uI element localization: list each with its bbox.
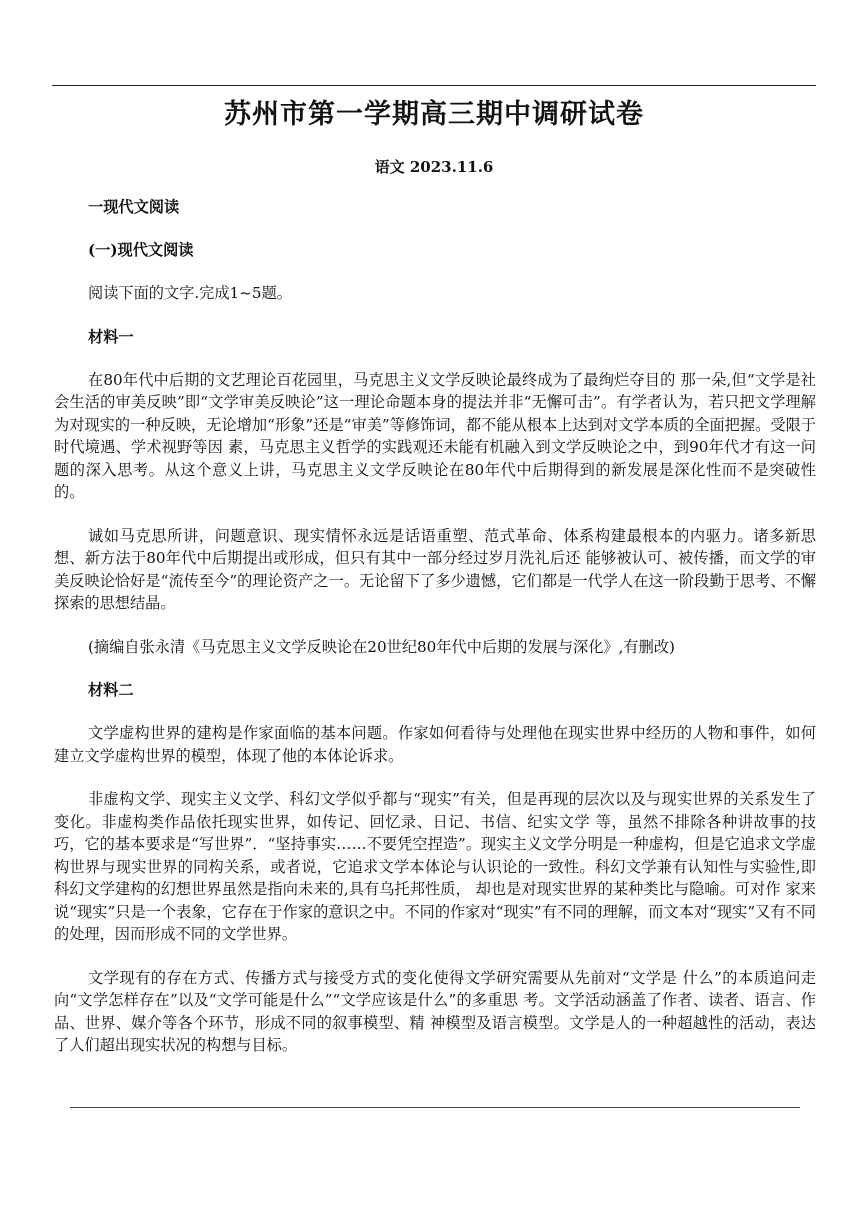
material1-paragraph-2: 诚如马克思所讲，问题意识、现实情怀永远是话语重塑、范式革命、体系构建最根本的内驱力。诸多新思想、新方法于80年代中后期提出或形成，但只有其中一部分经过岁月洗礼后还 能够被认可、被传播，而文学的审美反映论恰好是“流传至今”的理论资产之一。无论留下了多少遗憾，它们都是一代学人在这一阶段勤于思考、不懈探索的思想结晶。 (54, 526, 816, 612)
top-rule (52, 85, 816, 86)
subsection-heading: (一)现代文阅读 (88, 241, 194, 259)
material2-label: 材料二 (88, 681, 134, 699)
document-body (54, 196, 816, 1078)
instruction-text: 阅读下面的文字.完成1~5题。 (88, 284, 292, 302)
material1-paragraph-1: 在80年代中后期的文艺理论百花园里，马克思主义文学反映论最终成为了最绚烂夺目的 那一朵,但“文学是社会生活的审美反映”即“文学审美反映论”这一理论命题本身的提法并非“无懈可击”。有学者认为，若只把文学理解为对现实的一种反映，无论增加“形象”还是“审美”等修饰词，都不能从根本上达到对文学本质的全面把握。受限于时代境遇、学术视野等因 素，马克思主义哲学的实践观还未能有机融入到文学反映论之中，到90年代才有这一问题的深入思考。从这个意义上讲，马克思主义文学反映论在80年代中后期得到的新发展是深化性而不是突破性的。 (54, 370, 816, 501)
material1-source: (摘编自张永清《马克思主义文学反映论在20世纪80年代中后期的发展与深化》,有删改) (88, 637, 675, 656)
section-heading: 一现代文阅读 (88, 198, 180, 216)
page-title: 苏州市第一学期高三期中调研试卷 (224, 99, 644, 130)
bottom-rule (70, 1107, 800, 1108)
page-subtitle: 语文 2023.11.6 (374, 158, 494, 176)
material2-paragraph-2: 非虚构文学、现实主义文学、科幻文学似乎都与“现实”有关，但是再现的层次以及与现实世界的关系发生了变化。非虚构类作品依托现实世界，如传记、回忆录、日记、书信、纪实文学 等，虽然不排除各种讲故事的技巧，它的基本要求是“写世界”．“坚持事实……不要凭空捏造”。现实主义文学分明是一种虚构，但是它追求文学虚构世界与现实世界的同构关系，或者说，它追求文学本体论与认识论的一致性。科幻文学兼有认知性与实验性,即科幻文学建构的幻想世界虽然是指向未来的,具有乌托邦性质， 却也是对现实世界的某种类比与隐喻。可对作 家来说“现实”只是一个表象，它存在于作家的意识之中。不同的作家对“现实”有不同的理解，而文本对“现实”又有不同的处理，因而形成不同的文学世界。 (54, 790, 816, 943)
material2-paragraph-1: 文学虚构世界的建构是作家面临的基本问题。作家如何看待与处理他在现实世界中经历的人物和事件，如何建立文学虚构世界的模型，体现了他的本体论诉求。 (54, 724, 816, 765)
material2-paragraph-3: 文学现有的存在方式、传播方式与接受方式的变化使得文学研究需要从先前对“文学是 什么”的本质追问走向“文学怎样存在”以及“文学可能是什么”“文学应该是什么”的多重思 考。文学活动涵盖了作者、读者、语言、作品、世界、媒介等各个环节，形成不同的叙事模型、精 神模型及语言模型。文学是人的一种超越性的活动，表达了人们超出现实状况的构想与目标。 (54, 968, 816, 1054)
material1-label: 材料一 (88, 327, 134, 346)
